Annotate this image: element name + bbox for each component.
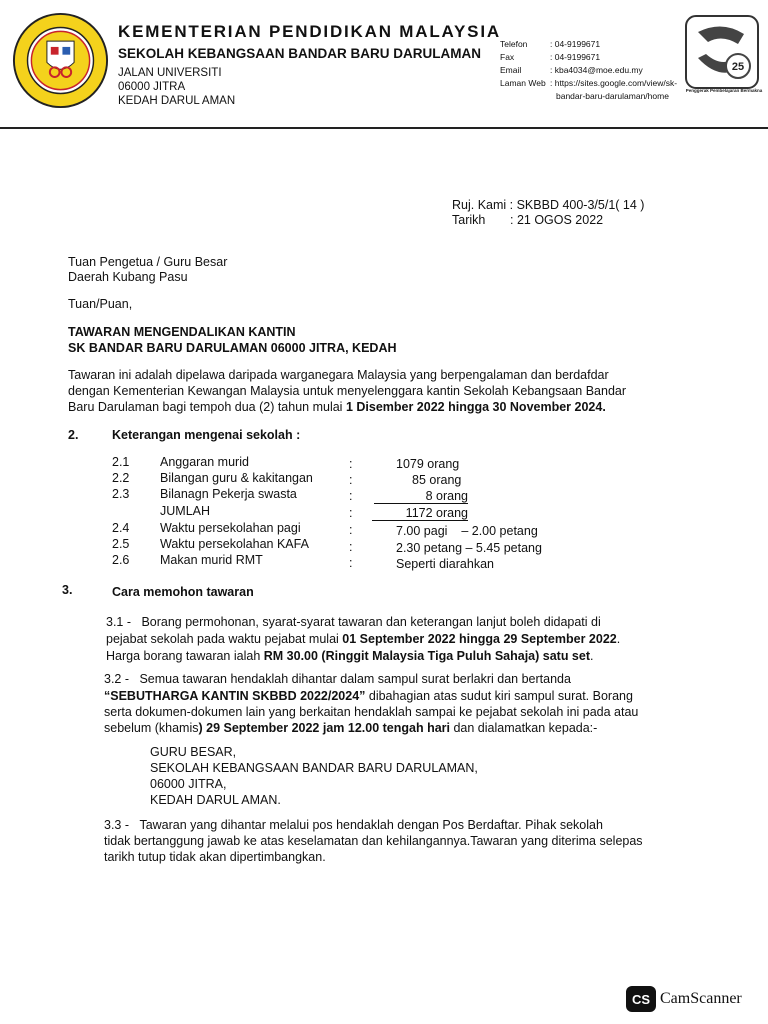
contact-value: : 04-9199671 <box>550 52 601 62</box>
row-label: Bilangan guru & kakitangan <box>160 471 313 485</box>
row-number: 2.3 <box>112 487 130 501</box>
paragraph-line: 3.1 - Borang permohonan, syarat-syarat tawaran dan keterangan lanjut boleh didapati di <box>106 615 601 629</box>
row-value: 8 orang <box>374 489 468 504</box>
ministry-name: KEMENTERIAN PENDIDIKAN MALAYSIA <box>118 22 501 41</box>
paragraph-line: tidak bertanggung jawab ke atas keselamatan dan kehilangannya.Tawaran yang diterima selepas <box>104 834 643 848</box>
row-value: 7.00 pagi – 2.00 petang <box>396 524 538 538</box>
paragraph-line: “SEBUTHARGA KANTIN SKBBD 2022/2024” dibahagian atas sudut kiri sampul surat. Borang <box>104 689 633 703</box>
mailing-address-line: 06000 JITRA, <box>150 777 227 791</box>
row-value: 85 orang <box>412 473 462 487</box>
paragraph-line: 3.2 - Semua tawaran hendaklah dihantar dalam sampul surat berlakri dan bertanda <box>104 672 571 686</box>
website-link-cont[interactable]: bandar-baru-darulaman/home <box>556 91 669 101</box>
logo-caption: Penggerak Pembelajaran Bermakna <box>685 88 763 93</box>
date-label: Tarikh <box>452 213 486 227</box>
row-label: JUMLAH <box>160 504 211 518</box>
camscanner-icon: CS <box>626 986 656 1012</box>
reference-number: Ruj. Kami : SKBBD 400-3/5/1( 14 ) <box>452 198 645 212</box>
row-colon: : <box>349 523 353 537</box>
mailing-address-line: KEDAH DARUL AMAN. <box>150 793 281 807</box>
salutation: Tuan/Puan, <box>68 297 133 311</box>
contact-label <box>500 90 550 103</box>
intro-line: Tawaran ini adalah dipelawa daripada warganegara Malaysia yang berpengalaman dan berdafdar <box>68 368 609 382</box>
row-colon: : <box>349 473 353 487</box>
recipient-line: Tuan Pengetua / Guru Besar <box>68 255 228 269</box>
letter-title: SK BANDAR BARU DARULAMAN 06000 JITRA, KEDAH <box>68 341 397 355</box>
camscanner-label: CamScanner <box>660 990 742 1007</box>
row-colon: : <box>349 506 353 520</box>
contact-block <box>500 38 677 103</box>
address-line: 06000 JITRA <box>118 81 186 93</box>
row-label: Makan murid RMT <box>160 553 263 567</box>
row-colon: : <box>349 457 353 471</box>
recipient-line: Daerah Kubang Pasu <box>68 270 188 284</box>
camscanner-watermark <box>626 986 742 1012</box>
row-value: Seperti diarahkan <box>396 557 494 571</box>
total-value: 1172 orang <box>372 506 468 521</box>
contact-label: Fax <box>500 52 515 62</box>
row-label: Bilanagn Pekerja swasta <box>160 487 297 501</box>
letter-title: TAWARAN MENGENDALIKAN KANTIN <box>68 325 296 339</box>
section-heading: Keterangan mengenai sekolah : <box>112 428 301 442</box>
row-number: 2.2 <box>112 471 130 485</box>
paragraph-line: sebelum (khamis) 29 September 2022 jam 12.00 tengah hari dan dialamatkan kepada:- <box>104 721 598 735</box>
address-line: KEDAH DARUL AMAN <box>118 95 236 107</box>
school-crest-logo <box>12 12 109 109</box>
paragraph-line: pejabat sekolah pada waktu pejabat mulai 01 September 2022 hingga 29 September 2022. <box>106 632 621 646</box>
date-value: : 21 OGOS 2022 <box>510 213 604 227</box>
paragraph-line: serta dokumen-dokumen lain yang berkaitan hendaklah sampai ke pejabat sekolah ini pada atau <box>104 705 639 719</box>
email-link[interactable]: : kba4034@moe.edu.my <box>550 65 643 75</box>
website-link[interactable]: : https://sites.google.com/view/sk- <box>550 78 678 88</box>
contact-label: Email <box>500 65 522 75</box>
row-value: 2.30 petang – 5.45 petang <box>396 541 542 555</box>
contact-value: : 04-9199671 <box>550 39 601 49</box>
header-divider <box>0 127 768 129</box>
address-line: JALAN UNIVERSITI <box>118 67 222 79</box>
mailing-address-line: GURU BESAR, <box>150 745 237 759</box>
row-colon: : <box>349 540 353 554</box>
logo-number: 25 <box>731 61 745 73</box>
row-number: 2.5 <box>112 537 130 551</box>
row-value: 1079 orang <box>396 457 460 471</box>
paragraph-line: 3.3 - Tawaran yang dihantar melalui pos hendaklah dengan Pos Berdaftar. Pihak sekolah <box>104 818 603 832</box>
intro-line: Baru Darulaman bagi tempoh dua (2) tahun mulai 1 Disember 2022 hingga 30 November 2024. <box>68 400 606 414</box>
anniversary-logo <box>684 14 760 94</box>
row-number: 2.6 <box>112 553 130 567</box>
school-name: SEKOLAH KEBANGSAAN BANDAR BARU DARULAMAN <box>118 46 481 61</box>
section-number: 3. <box>62 583 73 597</box>
contact-label: Laman Web <box>500 78 546 88</box>
row-number: 2.4 <box>112 521 130 535</box>
row-number: 2.1 <box>112 455 130 469</box>
row-label: Waktu persekolahan pagi <box>160 521 301 535</box>
section-heading: Cara memohon tawaran <box>112 585 254 599</box>
contact-label: Telefon <box>500 39 528 49</box>
intro-line: dengan Kementerian Kewangan Malaysia untuk menyelenggara kantin Sekolah Kebangsaan Bandar <box>68 384 627 398</box>
row-label: Anggaran murid <box>160 455 249 469</box>
row-colon: : <box>349 489 353 503</box>
row-label: Waktu persekolahan KAFA <box>160 537 309 551</box>
row-colon: : <box>349 556 353 570</box>
paragraph-line: tarikh tutup tidak akan dipertimbangkan. <box>104 850 326 864</box>
paragraph-line: Harga borang tawaran ialah RM 30.00 (Ringgit Malaysia Tiga Puluh Sahaja) satu set. <box>106 649 594 663</box>
section-number: 2. <box>68 428 79 442</box>
mailing-address-line: SEKOLAH KEBANGSAAN BANDAR BARU DARULAMAN, <box>150 761 478 775</box>
